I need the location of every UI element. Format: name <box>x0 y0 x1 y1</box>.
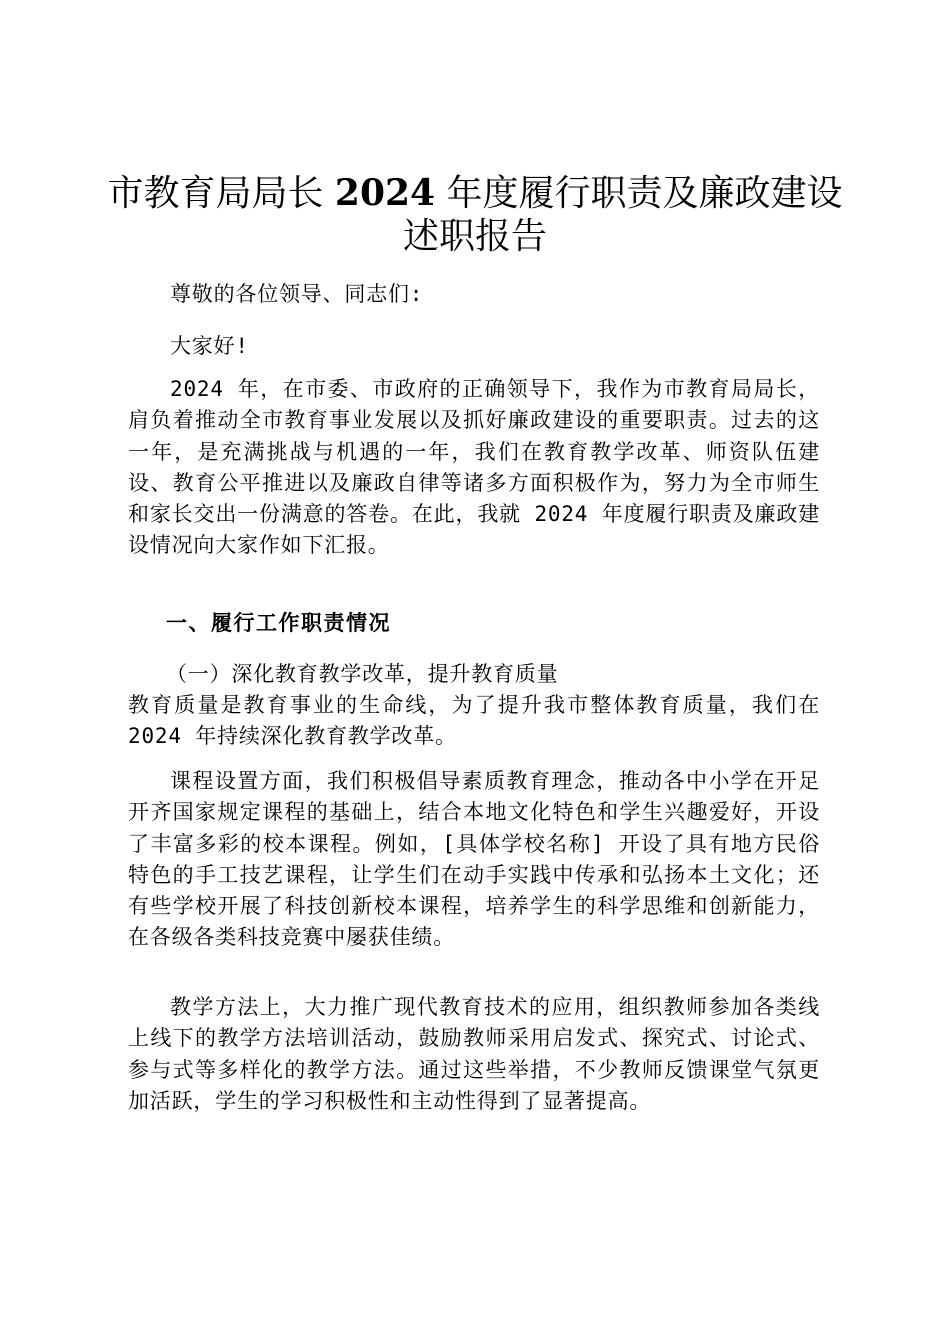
title-suffix: 年度履行职责及廉政建设 <box>435 173 843 214</box>
teaching-methods-paragraph: 教学方法上，大力推广现代教育技术的应用，组织教师参加各类线上线下的教学方法培训活动，鼓励教师采用启发式、探究式、讨论式、参与式等多样化的教学方法。通过这些举措，不少教师反馈课堂气氛更加活跃，学生的学习积极性和主动性得到了显著提高。 <box>128 995 820 1113</box>
document-title-line-2: 述职报告 <box>402 216 547 257</box>
subsection-intro-paragraph: 教育质量是教育事业的生命线，为了提升我市整体教育质量，我们在 2024 年持续深化教育教学改革。 <box>128 693 820 749</box>
subsection-heading: （一）深化教育教学改革，提升教育质量 <box>166 662 559 686</box>
title-year: 2024 <box>334 172 436 214</box>
intro-paragraph: 2024 年，在市委、市政府的正确领导下，我作为市教育局局长，肩负着推动全市教育事业发展以及抓好廉政建设的重要职责。过去的这一年，是充满挑战与机遇的一年，我们在教育教学改革、师资队伍建设、教育公平推进以及廉政自律等诸多方面积极作为，努力为全市师生和家长交出一份满意的答卷。在此，我就 2024 年度履行职责及廉政建设情况向大家作如下汇报。 <box>128 377 820 558</box>
title-prefix: 市教育局局长 <box>107 173 335 214</box>
curriculum-paragraph: 课程设置方面，我们积极倡导素质教育理念，推动各中小学在开足开齐国家规定课程的基础上，结合本地文化特色和学生兴趣爱好，开设了丰富多彩的校本课程。例如，[具体学校名称] 开设了具有地方民俗特色的手工技艺课程，让学生们在动手实践中传承和弘扬本土文化；还有些学校开展了科技创新校本课程，培养学生的科学思维和创新能力，在各级各类科技竞赛中屡获佳绩。 <box>128 769 820 950</box>
salutation: 尊敬的各位领导、同志们: <box>170 282 424 306</box>
section-heading: 一、履行工作职责情况 <box>166 611 391 635</box>
greeting: 大家好! <box>170 334 249 358</box>
